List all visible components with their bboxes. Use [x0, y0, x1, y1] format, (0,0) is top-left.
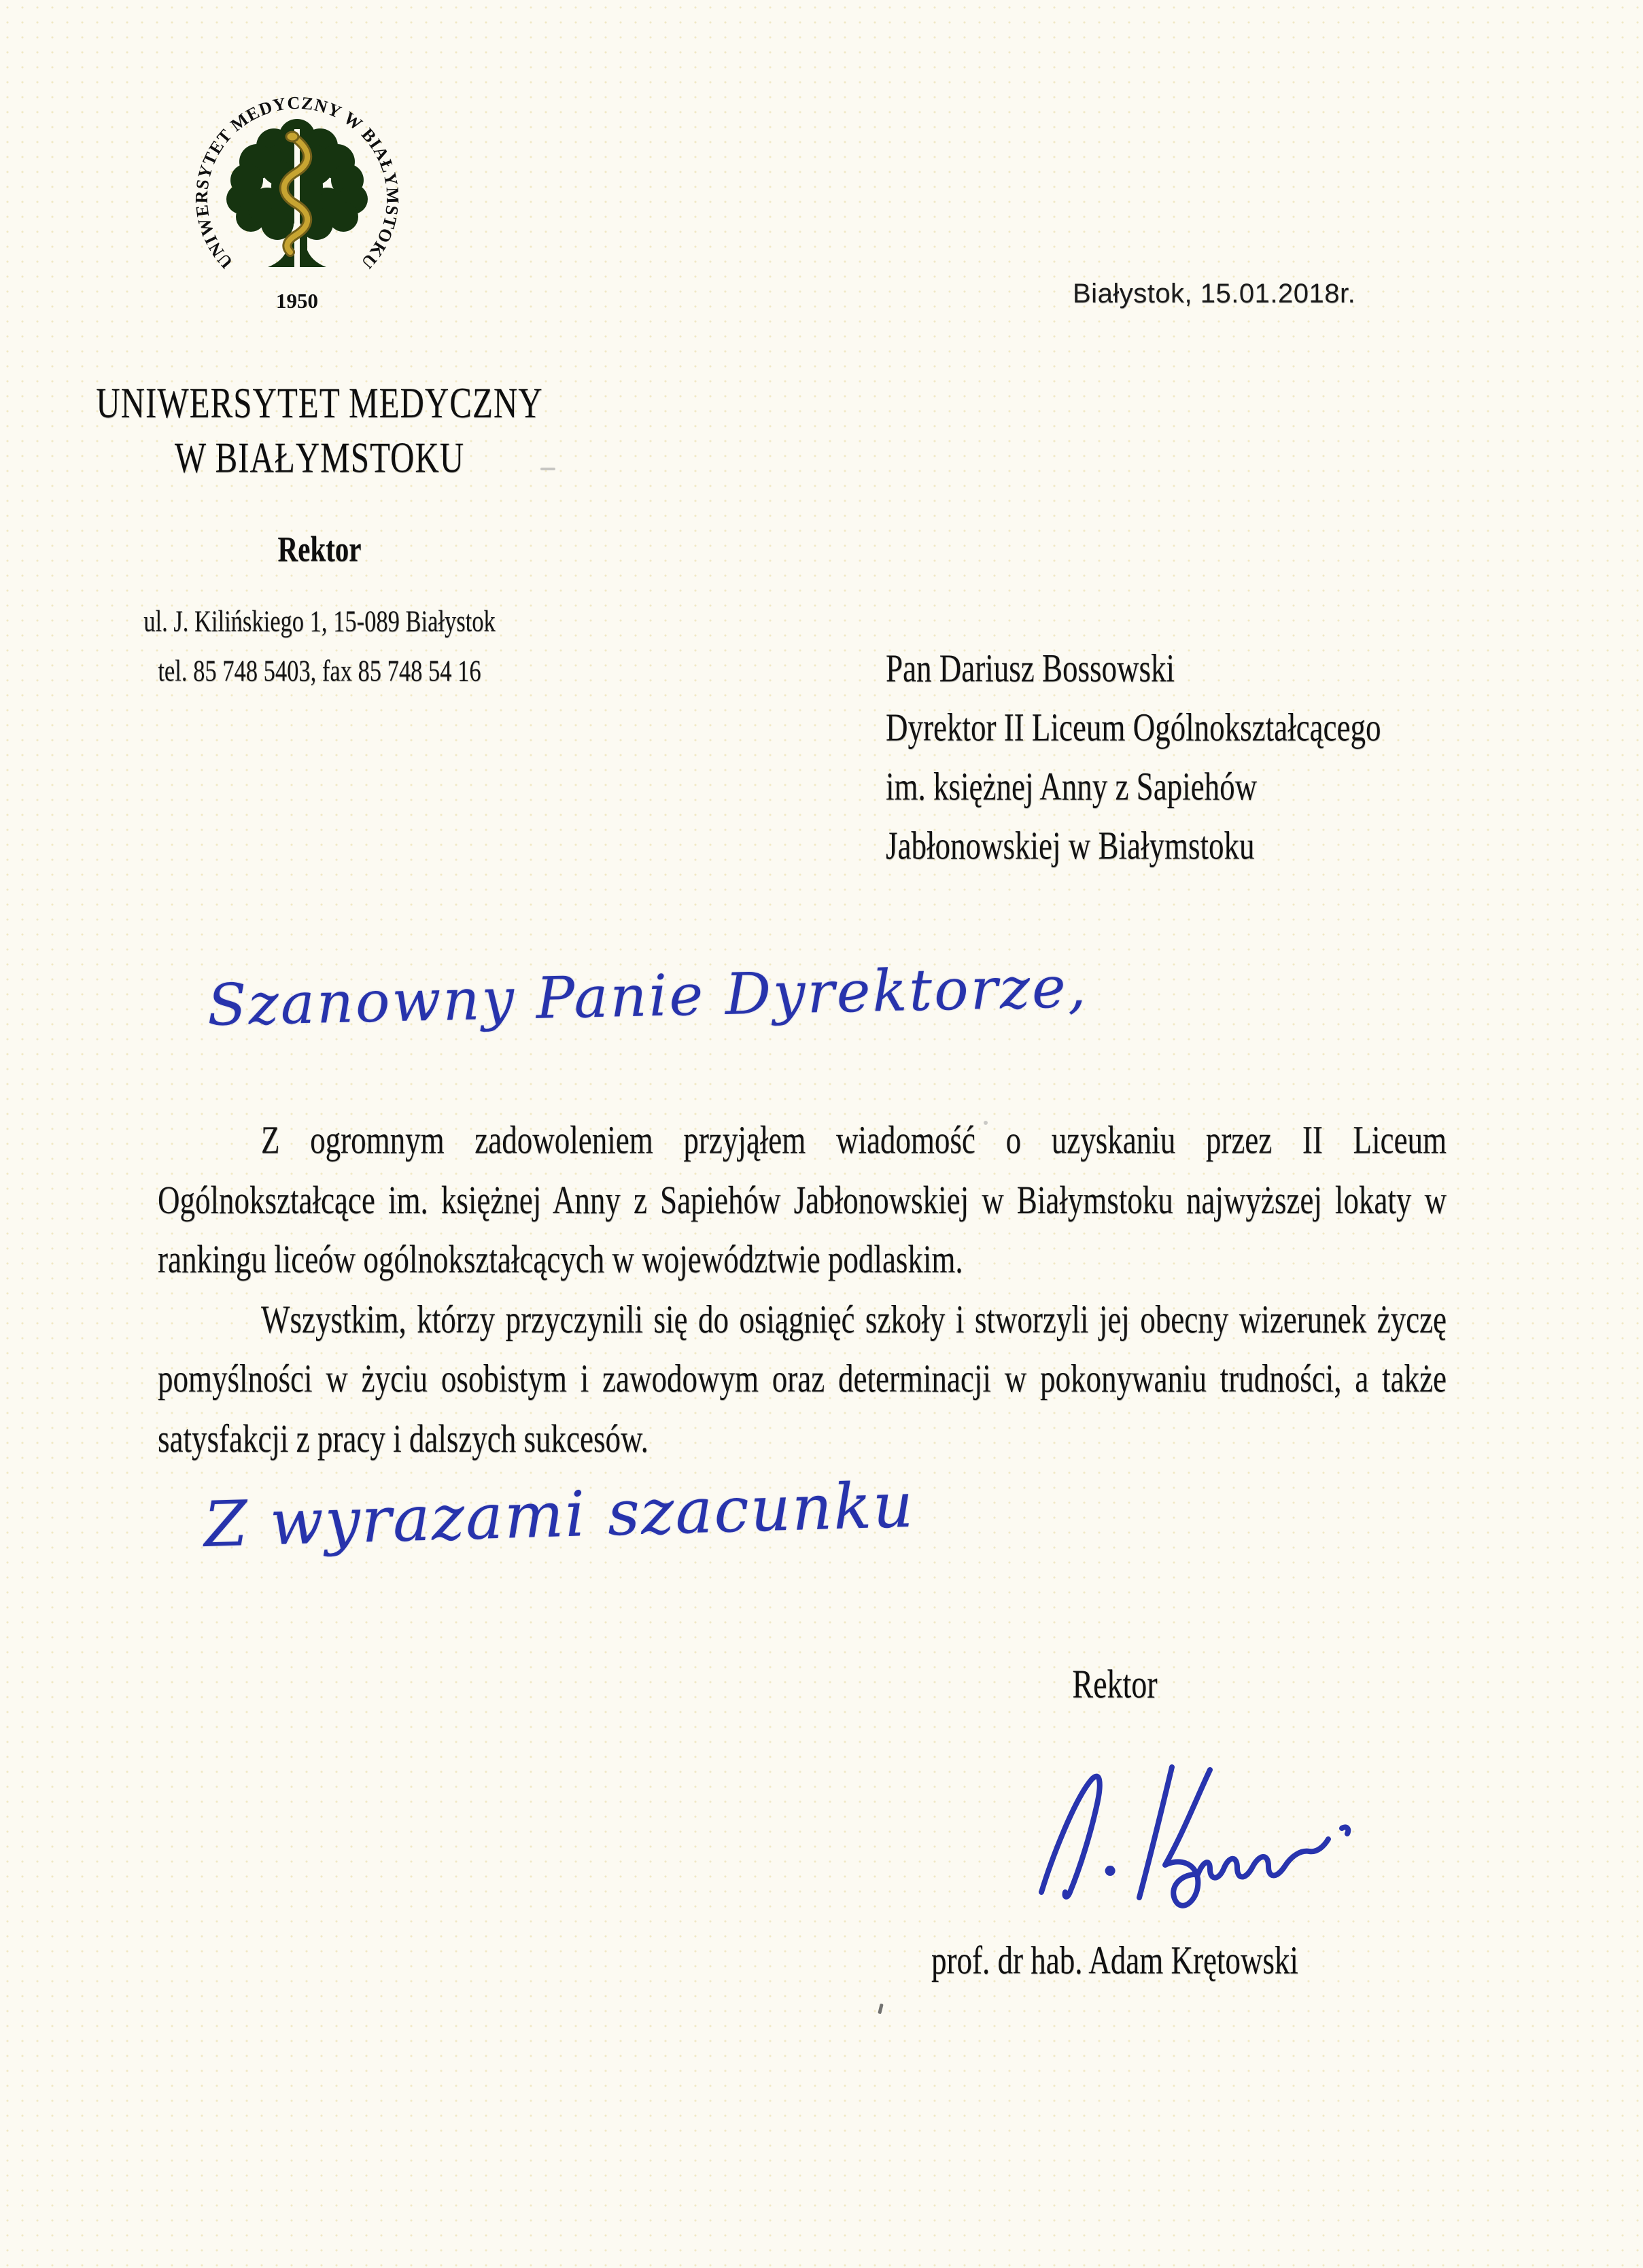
handwritten-greeting: Szanowny Panie Dyrektorze, — [206, 953, 1089, 1039]
body-paragraph-1: Z ogromnym zadowoleniem przyjąłem wiadomość o uzyskaniu przez II Liceum Ogólnokształcące im. księżnej Anny z Sapiehów Jabłonowskiej w Białymstoku najwyższej lokaty w rankingu liceów ogólnokształcących w województwie podlaskim. — [158, 1117, 1447, 1281]
address-block — [82, 597, 557, 696]
university-name-line1: UNIWERSYTET MEDYCZNY — [96, 378, 543, 428]
scan-speck — [878, 2004, 883, 2014]
handwritten-closing: Z wyrazami szacunku — [203, 1468, 916, 1561]
university-seal-logo — [185, 83, 409, 314]
signatory-name: prof. dr hab. Adam Krętowski — [931, 1938, 1298, 1983]
letter-body — [158, 1111, 1447, 1469]
recipient-block — [886, 639, 1381, 875]
seal-year: 1950 — [276, 289, 318, 313]
office-title: Rektor — [277, 528, 362, 570]
address-street: ul. J. Kilińskiego 1, 15-089 Białystok — [143, 604, 496, 639]
signature-title: Rektor — [1072, 1661, 1158, 1707]
letterhead — [82, 376, 557, 485]
scan-speck — [984, 1121, 988, 1125]
recipient-school-patron: im. księżnej Anny z Sapiehów — [886, 764, 1258, 809]
handwritten-signature — [1032, 1759, 1360, 1917]
seal-ring-text: UNIWERSYTET MEDYCZNY W BIAŁYMSTOKU — [191, 92, 403, 273]
recipient-school-city: Jabłonowskiej w Białymstoku — [886, 823, 1255, 868]
university-name-line2: W BIAŁYMSTOKU — [174, 433, 465, 482]
recipient-title: Dyrektor II Liceum Ogólnokształcącego — [886, 705, 1381, 750]
scan-speck — [540, 468, 555, 470]
body-paragraph-2: Wszystkim, którzy przyczynili się do osiągnięć szkoły i stworzyli jej obecny wizerunek życzę pomyślności w życiu osobistym i zawodowym oraz determinacji w pokonywaniu trudności, a także satysfakcji z pracy i dalszych sukcesów. — [158, 1296, 1447, 1461]
address-phone-fax: tel. 85 748 5403, fax 85 748 54 16 — [158, 654, 481, 688]
date-line: Białystok, 15.01.2018r. — [1073, 279, 1356, 309]
recipient-name: Pan Dariusz Bossowski — [886, 646, 1175, 691]
